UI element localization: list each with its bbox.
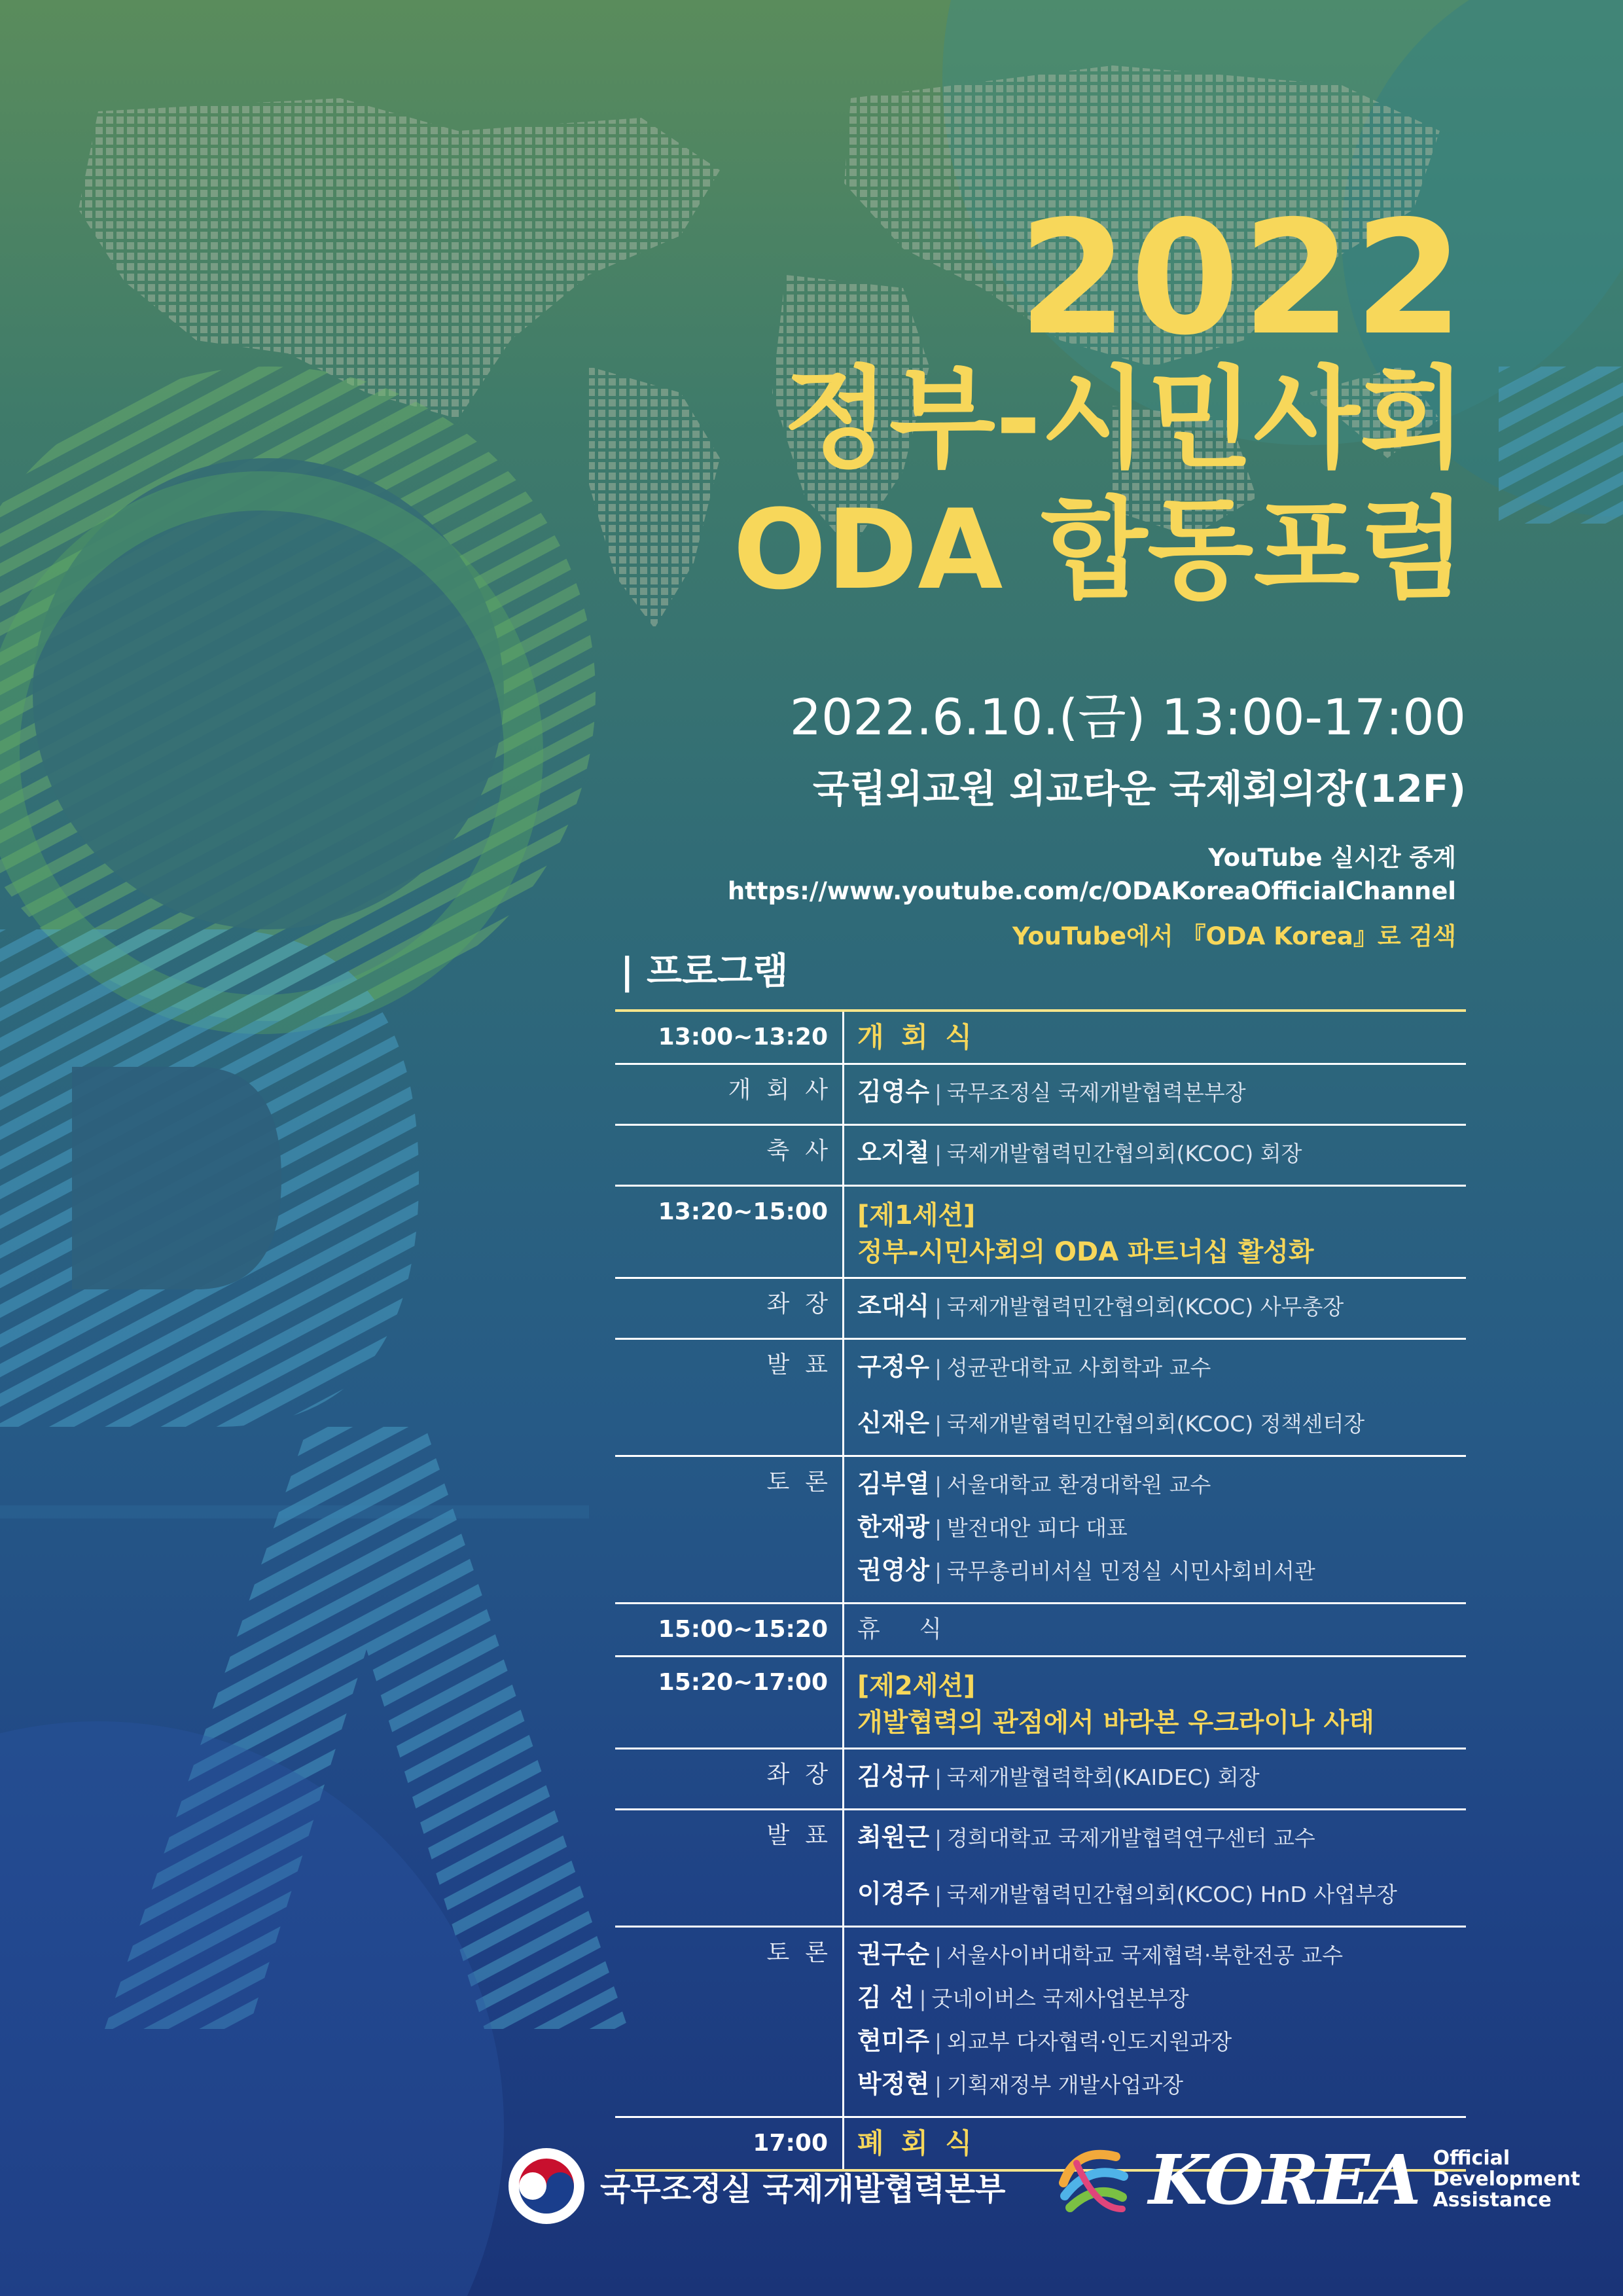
youtube-url[interactable]: https://www.youtube.com/c/ODAKoreaOfficialChannel	[727, 877, 1456, 905]
schedule-right-cell	[844, 1279, 1466, 1338]
schedule-item-title: 개 회 식	[857, 1021, 976, 1053]
separator: |	[935, 1765, 942, 1790]
person-entry	[857, 1979, 1466, 2022]
person-name: 구정우	[857, 1352, 930, 1381]
schedule-left-cell	[615, 1126, 844, 1185]
schedule-left-cell	[615, 1457, 844, 1602]
schedule-left-cell	[615, 1187, 844, 1277]
schedule-role: 발표	[766, 1822, 844, 1849]
schedule-row	[615, 1009, 1466, 1063]
person-list	[857, 1340, 1466, 1455]
schedule-time: 15:00~15:20	[658, 1616, 828, 1643]
person-affiliation: 국제개발협력민간협의회(KCOC) 회장	[946, 1141, 1302, 1166]
schedule-row	[615, 1124, 1466, 1185]
person-name: 이경주	[857, 1879, 930, 1908]
separator: |	[935, 1141, 942, 1166]
schedule-right-cell	[844, 1187, 1466, 1277]
separator: |	[935, 1943, 942, 1968]
separator: |	[935, 1473, 942, 1498]
schedule-left-cell	[615, 1657, 844, 1748]
schedule-role: 개회사	[728, 1077, 844, 1103]
schedule-row	[615, 1926, 1466, 2116]
schedule-right-cell	[844, 1749, 1466, 1808]
person-affiliation: 굿네이버스 국제사업본부장	[931, 1986, 1189, 2011]
separator: |	[935, 1295, 942, 1319]
youtube-live-label: YouTube 실시간 중계	[1208, 844, 1456, 872]
event-date: 2022.6.10.(금) 13:00-17:00	[789, 688, 1466, 746]
separator: |	[935, 1882, 942, 1907]
schedule-left-cell	[615, 1604, 844, 1655]
person-name: 박정현	[857, 2070, 930, 2098]
person-list	[857, 1749, 1466, 1808]
oda-line-development: Development	[1433, 2168, 1580, 2191]
session-label: [제1세션]	[857, 1200, 976, 1230]
person-name: 김 선	[857, 1983, 914, 2012]
schedule-right-cell	[844, 1065, 1466, 1124]
schedule-row	[615, 1602, 1466, 1655]
person-entry	[857, 1404, 1466, 1447]
person-affiliation: 발전대안 피다 대표	[946, 1515, 1128, 1541]
person-name: 김성규	[857, 1762, 930, 1791]
person-list	[857, 1457, 1466, 1602]
session-label: [제2세션]	[857, 1671, 976, 1701]
korea-wordmark: KOREA	[1149, 2139, 1420, 2220]
schedule-left-cell	[615, 1928, 844, 2116]
separator: |	[935, 2073, 942, 2098]
separator: |	[935, 2030, 942, 2054]
oda-line-official: Official	[1433, 2147, 1510, 2170]
person-affiliation: 국제개발협력민간협의회(KCOC) 정책센터장	[946, 1411, 1365, 1437]
oda-line-assistance: Assistance	[1433, 2189, 1552, 2212]
youtube-search-hint: YouTube에서 『ODA Korea』로 검색	[1012, 922, 1456, 950]
separator: |	[935, 1355, 942, 1380]
person-list	[857, 1126, 1466, 1185]
schedule-role: 좌장	[766, 1291, 844, 1318]
person-entry	[857, 2065, 1466, 2108]
schedule-right-cell	[844, 1657, 1466, 1748]
person-affiliation: 서울사이버대학교 국제협력·북한전공 교수	[946, 1943, 1344, 1968]
separator: |	[919, 1986, 927, 2011]
schedule-left-cell	[615, 1749, 844, 1808]
schedule-role: 토론	[766, 1469, 844, 1496]
person-entry	[857, 1073, 1466, 1116]
schedule-row	[615, 1277, 1466, 1338]
schedule-role: 축사	[766, 1138, 844, 1164]
person-name: 신재은	[857, 1408, 930, 1437]
person-entry	[857, 1551, 1466, 1594]
person-affiliation: 국무조정실 국제개발협력본부장	[946, 1080, 1246, 1105]
title-year: 2022	[1018, 187, 1466, 370]
schedule-left-cell	[615, 1065, 844, 1124]
korea-oda-swirl-icon	[1050, 2137, 1135, 2222]
event-venue: 국립외교원 외교타운 국제회의장(12F)	[812, 766, 1466, 811]
person-name: 권영상	[857, 1556, 930, 1585]
person-name: 최원근	[857, 1823, 930, 1852]
person-entry	[857, 1757, 1466, 1801]
person-name: 김영수	[857, 1077, 930, 1106]
program-heading: | 프로그램	[620, 950, 789, 993]
person-entry	[857, 1134, 1466, 1177]
schedule-time: 17:00	[753, 2130, 828, 2157]
person-entry	[857, 1818, 1466, 1861]
separator: |	[935, 1559, 942, 1584]
poster-title	[733, 187, 1466, 615]
person-list	[857, 1810, 1466, 1926]
person-name: 한재광	[857, 1513, 930, 1541]
person-entry	[857, 1348, 1466, 1391]
title-line-2: ODA 합동포럼	[733, 486, 1466, 614]
separator: |	[935, 1516, 942, 1541]
person-affiliation: 국무총리비서실 민정실 시민사회비서관	[946, 1558, 1315, 1584]
program-schedule-table	[615, 1009, 1466, 2172]
schedule-right-cell	[844, 1340, 1466, 1455]
person-entry	[857, 1287, 1466, 1330]
person-name: 현미주	[857, 2026, 930, 2055]
oda-label	[1433, 2148, 1580, 2211]
person-list	[857, 1279, 1466, 1338]
person-affiliation: 외교부 다자협력·인도지원과장	[946, 2029, 1232, 2054]
session-header	[857, 1657, 1466, 1748]
person-name: 조대식	[857, 1291, 930, 1320]
schedule-right-cell	[844, 1012, 1466, 1063]
person-entry	[857, 2022, 1466, 2065]
schedule-right-cell	[844, 1457, 1466, 1602]
session-header	[857, 1187, 1466, 1277]
schedule-row	[615, 1185, 1466, 1277]
separator: |	[935, 1412, 942, 1437]
schedule-row	[615, 1338, 1466, 1455]
person-affiliation: 국제개발협력민간협의회(KCOC) HnD 사업부장	[946, 1882, 1397, 1907]
footer-korea-oda-logo	[1050, 2137, 1580, 2222]
schedule-role: 토론	[766, 1939, 844, 1966]
person-name: 오지철	[857, 1138, 930, 1167]
footer-org-name: 국무조정실 국제개발협력본부	[600, 2170, 1006, 2208]
separator: |	[935, 1081, 942, 1105]
schedule-right-cell	[844, 1604, 1466, 1655]
session-title: 개발협력의 관점에서 바라본 우크라이나 사태	[857, 1708, 1374, 1738]
schedule-right-cell	[844, 1928, 1466, 2116]
separator: |	[935, 1826, 942, 1851]
schedule-row	[615, 1455, 1466, 1602]
person-entry	[857, 1935, 1466, 1979]
person-affiliation: 서울대학교 환경대학원 교수	[946, 1472, 1211, 1498]
person-list	[857, 1065, 1466, 1124]
person-affiliation: 국제개발협력학회(KAIDEC) 회장	[946, 1765, 1260, 1790]
title-line-1: 정부-시민사회	[783, 355, 1466, 483]
person-entry	[857, 1874, 1466, 1918]
schedule-item-title: 휴 식	[857, 1616, 957, 1643]
schedule-right-cell	[844, 1810, 1466, 1926]
schedule-left-cell	[615, 1810, 844, 1926]
schedule-role: 발표	[766, 1352, 844, 1378]
footer-government-logo	[507, 2147, 1006, 2225]
person-affiliation: 국제개발협력민간협의회(KCOC) 사무총장	[946, 1294, 1344, 1319]
person-affiliation: 성균관대학교 사회학과 교수	[946, 1355, 1211, 1380]
taegeuk-icon	[507, 2147, 586, 2225]
schedule-time: 15:20~17:00	[658, 1669, 828, 1696]
schedule-left-cell	[615, 1279, 844, 1338]
session-title: 정부-시민사회의 ODA 파트너십 활성화	[857, 1237, 1314, 1267]
person-name: 김부열	[857, 1469, 930, 1498]
schedule-left-cell	[615, 1340, 844, 1455]
person-entry	[857, 1465, 1466, 1508]
person-affiliation: 경희대학교 국제개발협력연구센터 교수	[946, 1825, 1315, 1851]
schedule-row	[615, 1748, 1466, 1808]
person-entry	[857, 1508, 1466, 1551]
schedule-row	[615, 1655, 1466, 1748]
schedule-left-cell	[615, 1012, 844, 1063]
schedule-time: 13:00~13:20	[658, 1024, 828, 1050]
person-name: 권구순	[857, 1940, 930, 1969]
schedule-row	[615, 1063, 1466, 1124]
person-affiliation: 기획재정부 개발사업과장	[946, 2072, 1184, 2098]
schedule-row	[615, 1808, 1466, 1926]
schedule-time: 13:20~15:00	[658, 1198, 828, 1225]
schedule-right-cell	[844, 1126, 1466, 1185]
schedule-item-title: 폐 회 식	[857, 2127, 976, 2159]
person-list	[857, 1928, 1466, 2116]
schedule-role: 좌장	[766, 1761, 844, 1788]
